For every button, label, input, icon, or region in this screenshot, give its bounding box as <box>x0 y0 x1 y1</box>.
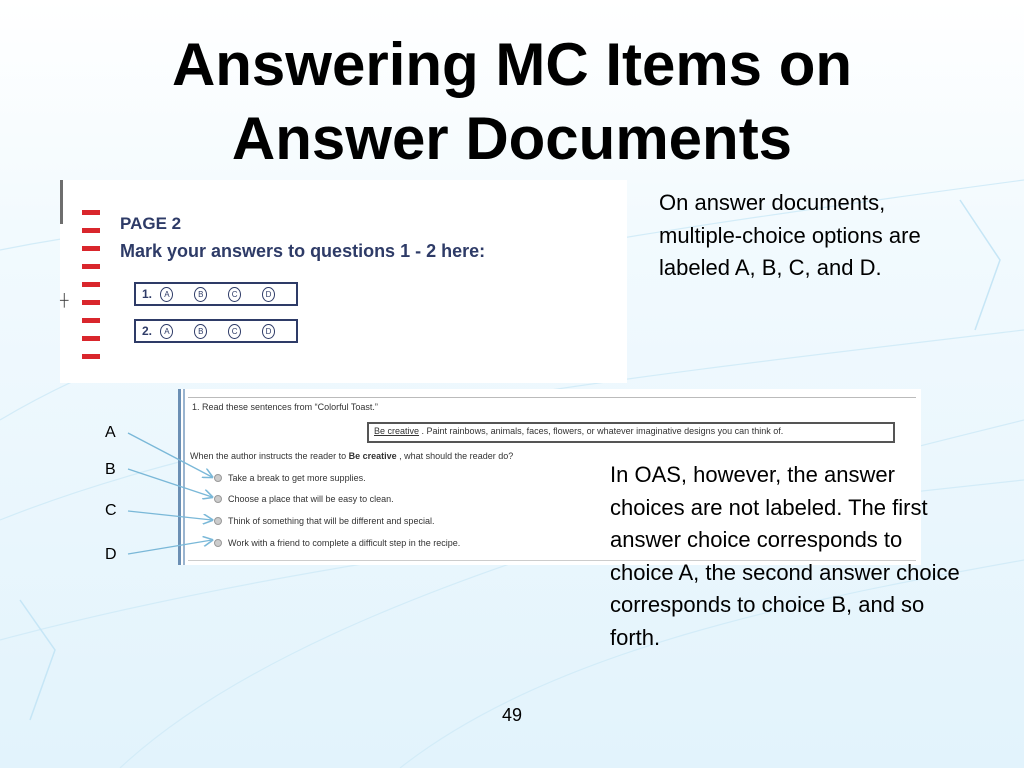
bubble-d[interactable]: D <box>262 324 275 339</box>
bubble-b[interactable]: B <box>194 324 207 339</box>
oas-question: 1. Read these sentences from “Colorful Toast.” <box>192 402 378 412</box>
label-b: B <box>105 461 116 478</box>
title-line-1: Answering MC Items on <box>171 31 853 98</box>
question-number: 1. <box>142 287 153 301</box>
bubble-a[interactable]: A <box>160 287 173 302</box>
slide-number: 49 <box>501 705 523 725</box>
excerpt-text: . Paint rainbows, animals, faces, flowers, or whatever imaginative designs you can think of. <box>419 426 784 436</box>
arrow-b <box>128 469 212 497</box>
page-label: PAGE 2 <box>120 214 182 233</box>
excerpt-underlined: Be creative <box>374 426 420 436</box>
answer-documents-explanation: On answer documents, multiple-choice options are labeled A, B, C, and D. <box>659 190 921 280</box>
arrow-c <box>128 511 212 520</box>
oas-question-stem: When the author instructs the reader to Be creative , what should the reader do? <box>190 451 514 461</box>
choice-text: Take a break to get more supplies. <box>228 473 366 483</box>
bubble-b[interactable]: B <box>194 287 207 302</box>
oas-explanation: In OAS, however, the answer choices are not labeled. The first answer choice corresponds to choice A, the second answer choice corresponds to choice B, and so forth. <box>610 462 960 650</box>
label-a: A <box>105 424 116 441</box>
bubble-a[interactable]: A <box>160 324 173 339</box>
bubble-c[interactable]: C <box>228 324 241 339</box>
choice-text: Choose a place that will be easy to clean. <box>228 494 394 504</box>
bubble-d[interactable]: D <box>262 287 275 302</box>
label-d: D <box>105 546 117 563</box>
arrow-d <box>128 540 212 554</box>
edge-tick: ┼ <box>60 293 69 307</box>
title-line-2: Answer Documents <box>231 105 793 172</box>
label-c: C <box>105 502 117 519</box>
mark-instruction: Mark your answers to questions 1 - 2 here: <box>120 241 486 261</box>
choice-text: Work with a friend to complete a difficult step in the recipe. <box>228 538 461 548</box>
bubble-c[interactable]: C <box>228 287 241 302</box>
question-number: 2. <box>142 324 153 338</box>
choice-text: Think of something that will be different and special. <box>228 516 435 526</box>
arrow-a <box>128 433 212 477</box>
